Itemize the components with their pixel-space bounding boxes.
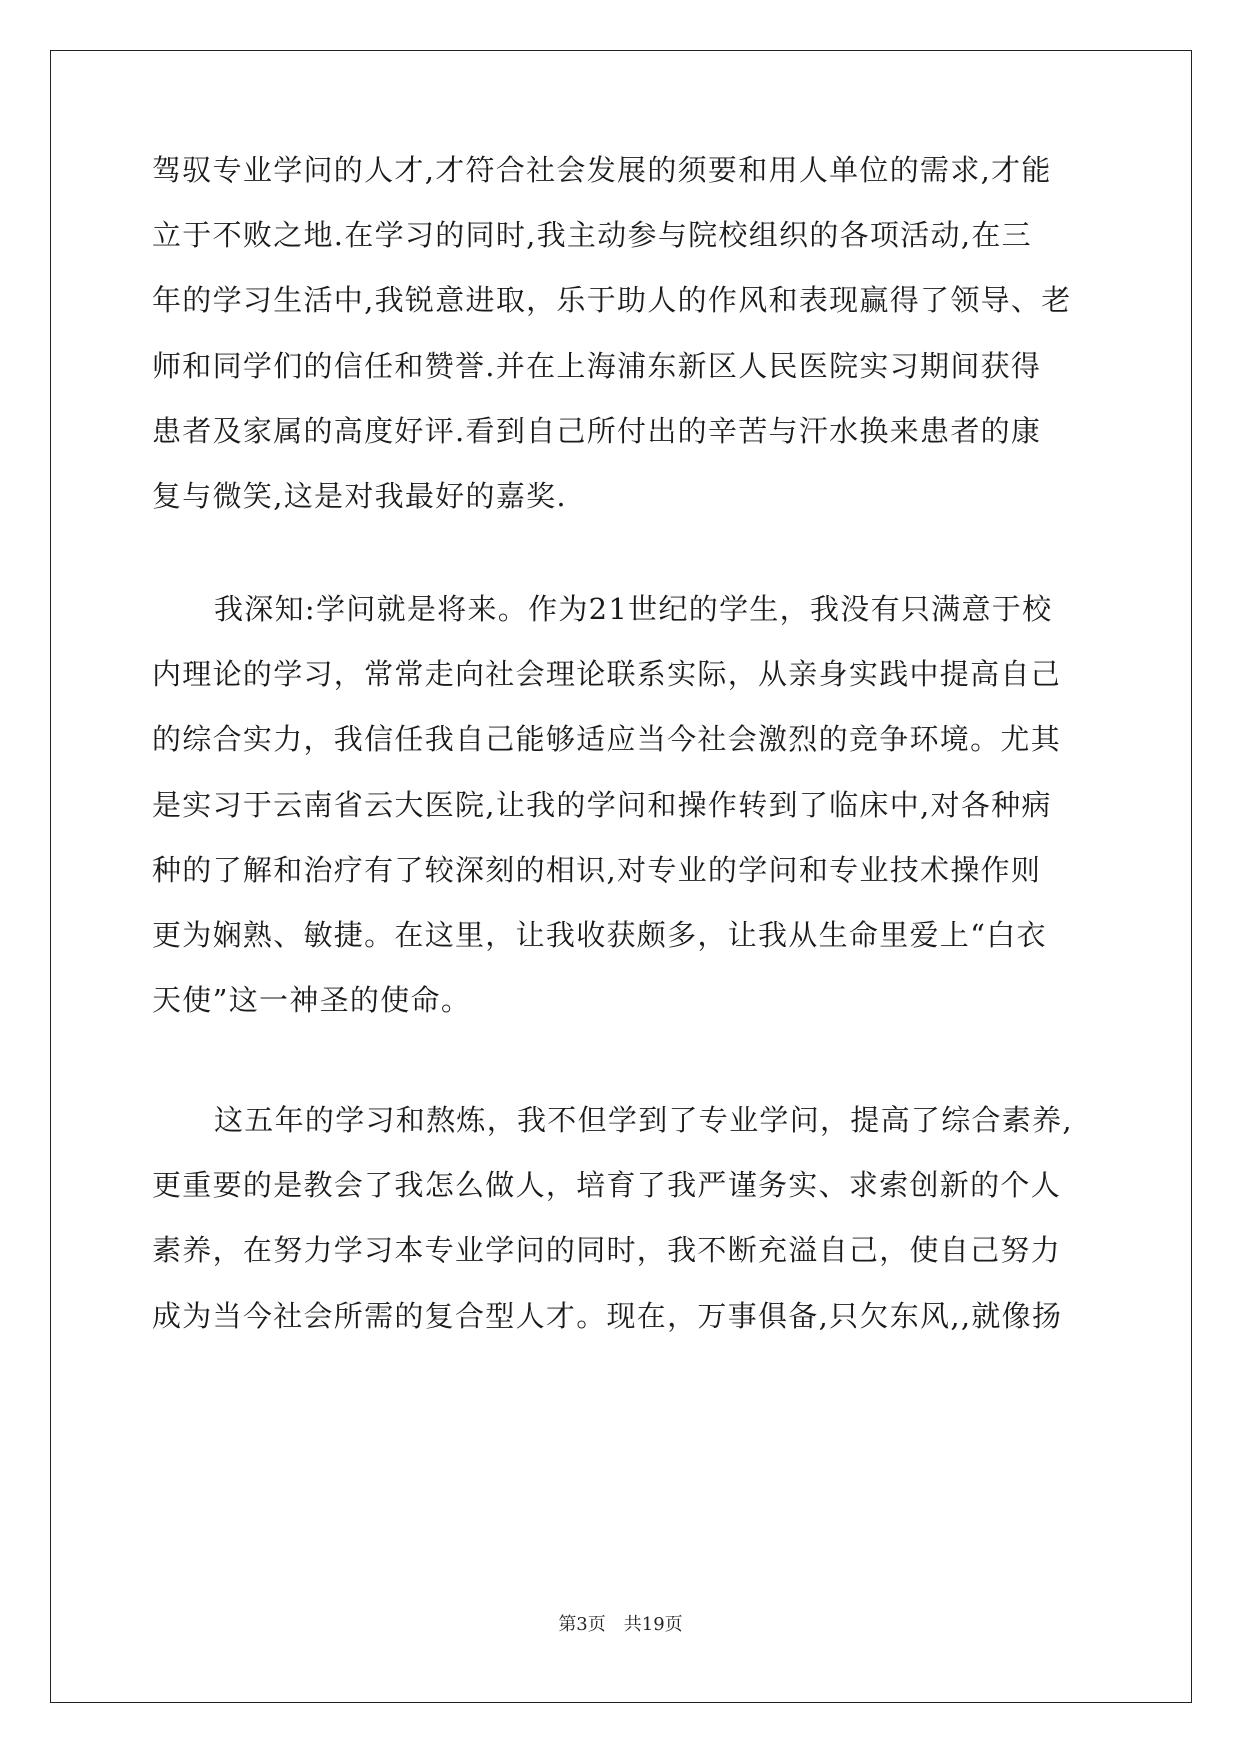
text-line: 这五年的学习和熬炼，我不但学到了专业学问，提高了综合素养,	[214, 1103, 1073, 1137]
text-line: 种的了解和治疗有了较深刻的相识,对专业的学问和专业技术操作则	[152, 852, 1042, 887]
text-line: 的综合实力，我信任我自己能够适应当今社会激烈的竞争环境。尤其	[152, 722, 1062, 757]
paragraph-2	[152, 577, 1092, 1033]
text-line: 复与微笑,这是对我最好的嘉奖.	[152, 478, 567, 513]
text-line: 师和同学们的信任和赞誉.并在上海浦东新区人民医院实习期间获得	[152, 348, 1042, 383]
text-line: 更重要的是教会了我怎么做人，培育了我严谨务实、求索创新的个人	[152, 1168, 1062, 1203]
text-line: 内理论的学习，常常走向社会理论联系实际，从亲身实践中提高自己	[152, 657, 1062, 692]
text-line: 立于不败之地.在学习的同时,我主动参与院校组织的各项活动,在三	[152, 218, 1032, 253]
text-line: 更为娴熟、敏捷。在这里，让我收获颇多，让我从生命里爱上“白衣	[152, 917, 1047, 952]
text-line: 素养，在努力学习本专业学问的同时，我不断充溢自己，使自己努力	[152, 1233, 1062, 1268]
text-line: 患者及家属的高度好评.看到自己所付出的辛苦与汗水换来患者的康	[152, 413, 1042, 448]
text-line: 成为当今社会所需的复合型人才。现在，万事俱备,只欠东风,,就像扬	[152, 1298, 1063, 1333]
text-line: 年的学习生活中,我锐意进取，乐于助人的作风和表现赢得了领导、老	[152, 283, 1072, 318]
page-number-footer: 第3页 共19页	[558, 1614, 683, 1635]
text-line: 我深知:学问就是将来。作为21世纪的学生，我没有只满意于校	[214, 592, 1053, 626]
text-line: 是实习于云南省云大医院,让我的学问和操作转到了临床中,对各种病	[152, 787, 1052, 822]
text-line: 天使”这一神圣的使命。	[152, 983, 472, 1018]
text-line: 驾驭专业学问的人才,才符合社会发展的须要和用人单位的需求,才能	[152, 153, 1052, 187]
paragraph-3	[152, 1088, 1092, 1349]
paragraph-1	[152, 138, 1092, 529]
